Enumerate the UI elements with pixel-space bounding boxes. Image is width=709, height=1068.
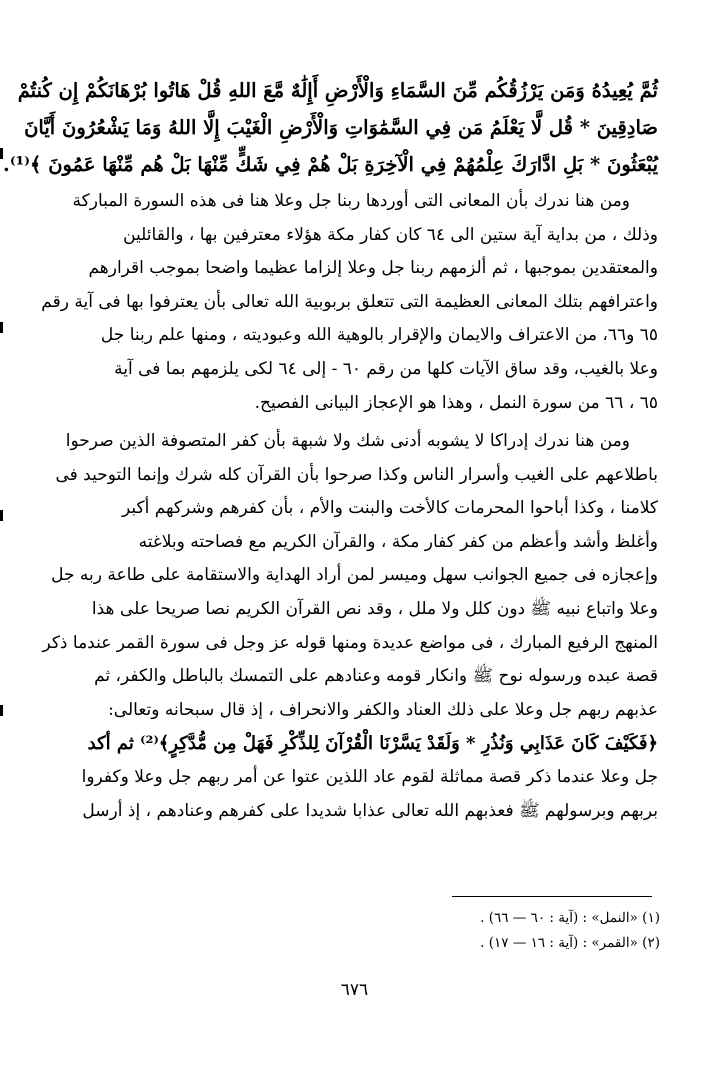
text-line: وأغلظ وأشد وأعظم من كفر كفار مكة ، والقرآن الكريم مع فصاحته وبلاغته [138,531,658,552]
text-line: بربهم وبرسولهم ﷺ فعذبهم الله تعالى عذابا شديدا على كفرهم وعنادهم ، إذ أرسل [82,800,658,821]
text-line: ومن هنا ندرك بأن المعانى التى أوردها ربنا جل وعلا هنا فى هذه السورة المباركة [72,191,630,211]
text-line: والمعتقدين بموجبها ، ثم ألزمهم ربنا جل وعلا إلزاما عظيما واضحا بموجب اقرارهم [88,258,658,279]
quran-line: صَادِقِينَ * قُل لَّا يَعْلَمُ مَن فِي السَّمَٰوَاتِ وَالْأَرْضِ الْغَيْبَ إِلَّا اللهُ وَمَا يَشْعُرُونَ أَيَّانَ [24,116,658,139]
text-line: وذلك ، من بداية آية ستين الى ٦٤ كان كفار مكة هؤلاء معترفين بها ، والقائلين [123,224,658,245]
text-line: وإعجازه فى جميع الجوانب سهل وميسر لمن أراد الهداية والاستقامة على طاعة ربه جل [51,565,658,586]
paragraph-1 [41,185,658,420]
text-line: ٦٥ و٦٦، من الاعتراف والايمان والإقرار بالوهية الله وعبوديته ، ومنها علم ربنا جل [100,325,658,346]
quran-verse-block [3,72,658,183]
text-line: ٦٥ ، ٦٦ من سورة النمل ، وهذا هو الإعجاز البيانى الفصيح. [254,392,658,413]
text-line: ومن هنا ندرك إدراكا لا يشوبه أدنى شك ولا شبهة بأن كفر المتصوفة الذين صرحوا [65,431,630,451]
quran-inline-line: ﴿فَكَيْفَ كَانَ عَذَابِي وَنُذُرِ * وَلَقَدْ يَسَّرْنَا الْقُرْآنَ لِلذِّكْرِ فَهَلْ مِن مُّدَّكِرٍ﴾⁽²⁾ ثم أكد [87,733,658,755]
text-line: واعترافهم بتلك المعانى العظيمة التى تتعلق بربوبية الله تعالى بأن يعترفوا بها فى آية رقم [41,291,658,312]
text-line: عذبهم ربهم جل وعلا على ذلك العناد والكفر والانحراف ، إذ قال سبحانه وتعالى: [108,699,658,720]
page-number: ٦٧٦ [340,980,369,1000]
text-line: قصة عبده ورسوله نوح ﷺ وانكار قومه وعنادهم على التمسك بالباطل والكفر، ثم [94,666,658,687]
footnotes [280,906,660,956]
footnote-1: (١) «النمل» : (آية : ٦٠ — ٦٦) . [480,910,660,926]
footnote-divider [452,896,652,897]
text-line: جل وعلا عندما ذكر قصة مماثلة لقوم عاد اللذين عتوا عن أمر ربهم جل وعلا وكفروا [81,766,658,787]
quran-line: يُبْعَثُونَ * بَلِ ادَّارَكَ عِلْمُهُمْ فِي الْآخِرَةِ بَلْ هُمْ فِي شَكٍّ مِّنْهَا بَلْ هُم مِّنْهَا عَمُونَ ﴾⁽¹⁾. [3,153,658,176]
margin-mark [0,510,3,521]
text-line: وعلا بالغيب، وقد ساق الآيات كلها من رقم ٦٠ - إلى ٦٤ لكى يلزمهم بما فى آية [114,358,658,379]
text-line: باطلاعهم على الغيب وأسرار الناس وكذا صرحوا بأن القرآن كله شرك وإنما التوحيد فى [55,464,658,485]
quran-line: ثُمَّ يُعِيدُهُ وَمَن يَرْزُقُكُم مِّنَ السَّمَاءِ وَالْأَرْضِ أَإِلَٰهٌ مَّعَ اللهِ قُلْ هَاتُوا بُرْهَانَكُمْ إِن كُنتُمْ [17,79,658,102]
margin-mark [0,705,3,716]
paragraph-2 [42,425,658,828]
margin-mark [0,322,3,333]
text-line: كلامنا ، وكذا أباحوا المحرمات كالأخت والبنت والأم ، بأن كفرهم وشركهم أكبر [122,498,658,519]
footnote-2: (٢) «القمر» : (آية : ١٦ — ١٧) . [480,935,660,951]
text-line: المنهج الرفيع المبارك ، فى مواضع عديدة ومنها قوله عز وجل فى سورة القمر عندما ذكر [42,632,658,653]
text-line: وعلا واتباع نبيه ﷺ دون كلل ولا ملل ، وقد نص القرآن الكريم نصا صريحا على هذا [91,598,658,619]
